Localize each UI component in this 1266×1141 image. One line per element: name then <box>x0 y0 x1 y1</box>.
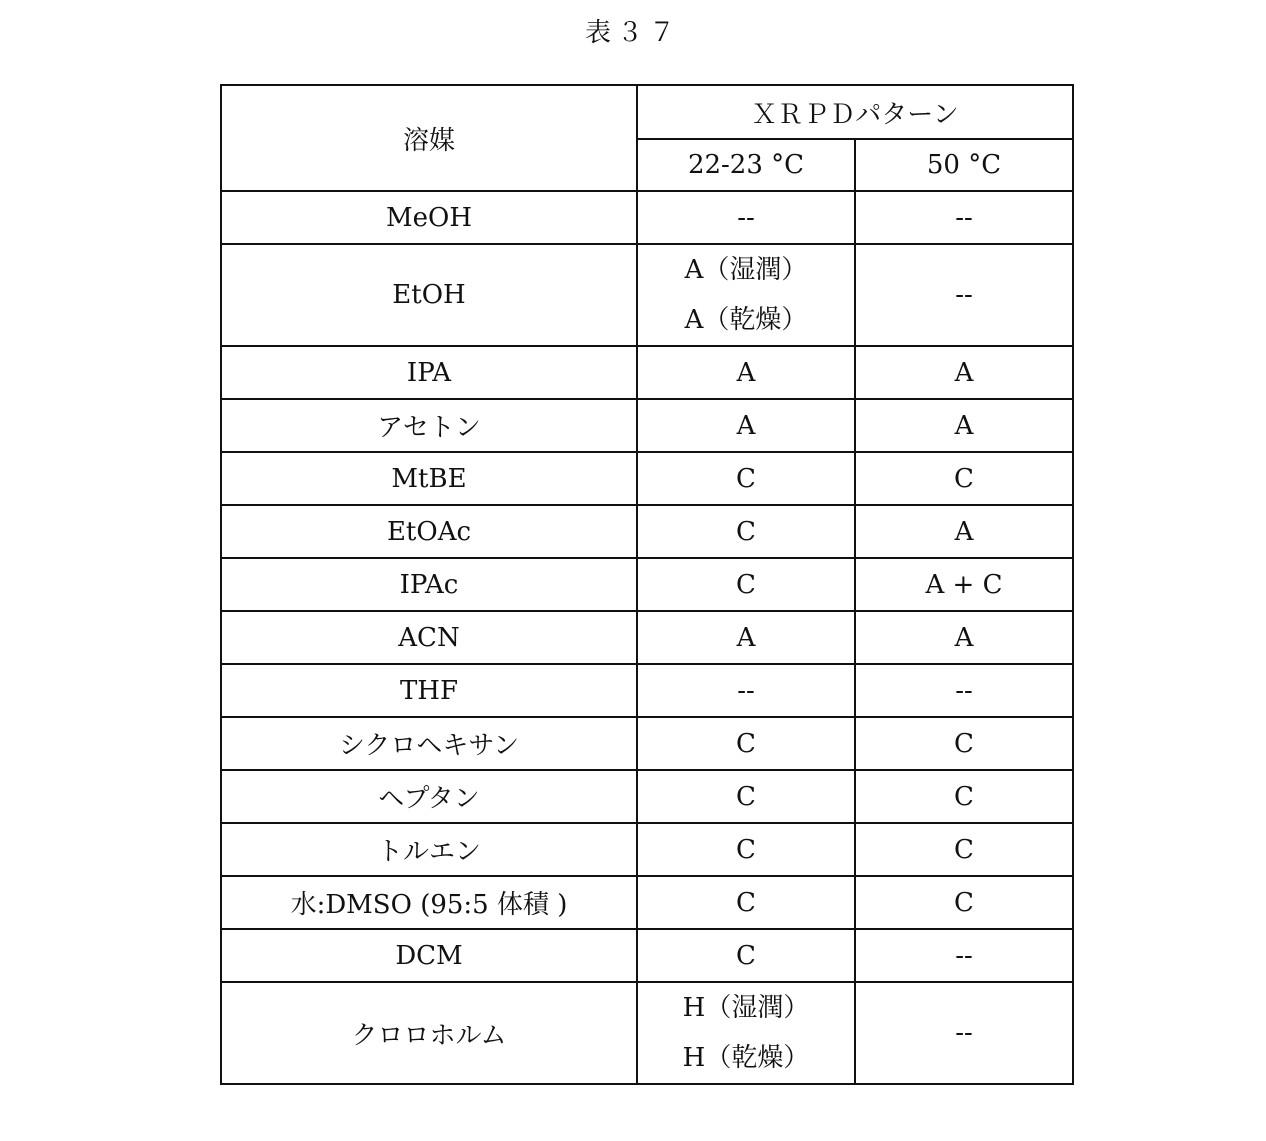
solvent-cell: クロロホルム <box>221 982 637 1084</box>
table-row <box>221 982 1073 1084</box>
xrpd-22-23-cell <box>637 505 855 558</box>
xrpd-table <box>220 84 1074 1085</box>
xrpd-value: C <box>736 940 756 971</box>
solvent-cell: THF <box>221 664 637 717</box>
table-title: 表３７ <box>584 18 681 48</box>
xrpd-value: C <box>736 887 756 918</box>
solvent-cell: IPAc <box>221 558 637 611</box>
solvent-cell: 水:DMSO (95:5 体積 ) <box>221 876 637 929</box>
table-row <box>221 505 1073 558</box>
xrpd-value: C <box>736 463 756 494</box>
solvent-cell: EtOH <box>221 244 637 346</box>
xrpd-22-23-cell <box>637 876 855 929</box>
xrpd-50-cell: -- <box>855 929 1073 982</box>
xrpd-22-23-cell <box>637 558 855 611</box>
xrpd-22-23-cell <box>637 399 855 452</box>
xrpd-22-23-cell <box>637 664 855 717</box>
header-xrpd-pattern: ＸＲＰＤパターン <box>637 85 1073 139</box>
xrpd-22-23-cell <box>637 346 855 399</box>
xrpd-22-23-cell <box>637 717 855 770</box>
xrpd-50-cell: A <box>855 505 1073 558</box>
solvent-cell: シクロヘキサン <box>221 717 637 770</box>
table-row <box>221 191 1073 244</box>
xrpd-value: A（乾燥） <box>684 305 808 335</box>
table-row <box>221 452 1073 505</box>
xrpd-value: H（湿潤） <box>682 993 810 1023</box>
xrpd-value: A <box>736 410 756 441</box>
xrpd-22-23-cell <box>637 823 855 876</box>
xrpd-50-cell: C <box>855 823 1073 876</box>
xrpd-22-23-cell <box>637 452 855 505</box>
xrpd-50-cell: -- <box>855 191 1073 244</box>
xrpd-value: C <box>736 834 756 865</box>
solvent-cell: MeOH <box>221 191 637 244</box>
table-row <box>221 244 1073 346</box>
xrpd-50-cell: -- <box>855 982 1073 1084</box>
xrpd-value: C <box>736 781 756 812</box>
table-row <box>221 717 1073 770</box>
xrpd-value: -- <box>737 675 755 706</box>
xrpd-value: A <box>736 622 756 653</box>
xrpd-50-cell: C <box>855 770 1073 823</box>
xrpd-value: A <box>736 357 756 388</box>
solvent-cell: アセトン <box>221 399 637 452</box>
xrpd-value: C <box>736 569 756 600</box>
solvent-cell: トルエン <box>221 823 637 876</box>
xrpd-22-23-cell <box>637 770 855 823</box>
table-row <box>221 929 1073 982</box>
xrpd-50-cell: C <box>855 452 1073 505</box>
xrpd-value: A（湿潤） <box>684 255 808 285</box>
table-row <box>221 876 1073 929</box>
table-row <box>221 770 1073 823</box>
table-row <box>221 664 1073 717</box>
solvent-cell: EtOAc <box>221 505 637 558</box>
xrpd-value: C <box>736 728 756 759</box>
table-row <box>221 611 1073 664</box>
xrpd-value: H（乾燥） <box>682 1043 810 1073</box>
xrpd-50-cell: -- <box>855 244 1073 346</box>
table-row <box>221 399 1073 452</box>
xrpd-22-23-cell <box>637 191 855 244</box>
xrpd-50-cell: A + C <box>855 558 1073 611</box>
header-temp-22-23: 22-23 °C <box>637 139 855 191</box>
solvent-cell: ヘプタン <box>221 770 637 823</box>
xrpd-22-23-cell <box>637 244 855 346</box>
xrpd-22-23-cell <box>637 611 855 664</box>
xrpd-value: C <box>736 516 756 547</box>
solvent-cell: DCM <box>221 929 637 982</box>
solvent-cell: IPA <box>221 346 637 399</box>
table-row <box>221 823 1073 876</box>
xrpd-50-cell: A <box>855 399 1073 452</box>
solvent-cell: MtBE <box>221 452 637 505</box>
xrpd-value: -- <box>737 202 755 233</box>
solvent-cell: ACN <box>221 611 637 664</box>
table-row <box>221 346 1073 399</box>
header-solvent: 溶媒 <box>221 85 637 191</box>
xrpd-22-23-cell <box>637 982 855 1084</box>
header-temp-50: 50 °C <box>855 139 1073 191</box>
xrpd-50-cell: A <box>855 611 1073 664</box>
xrpd-50-cell: C <box>855 876 1073 929</box>
table-row <box>221 558 1073 611</box>
xrpd-50-cell: C <box>855 717 1073 770</box>
xrpd-22-23-cell <box>637 929 855 982</box>
xrpd-50-cell: A <box>855 346 1073 399</box>
xrpd-50-cell: -- <box>855 664 1073 717</box>
